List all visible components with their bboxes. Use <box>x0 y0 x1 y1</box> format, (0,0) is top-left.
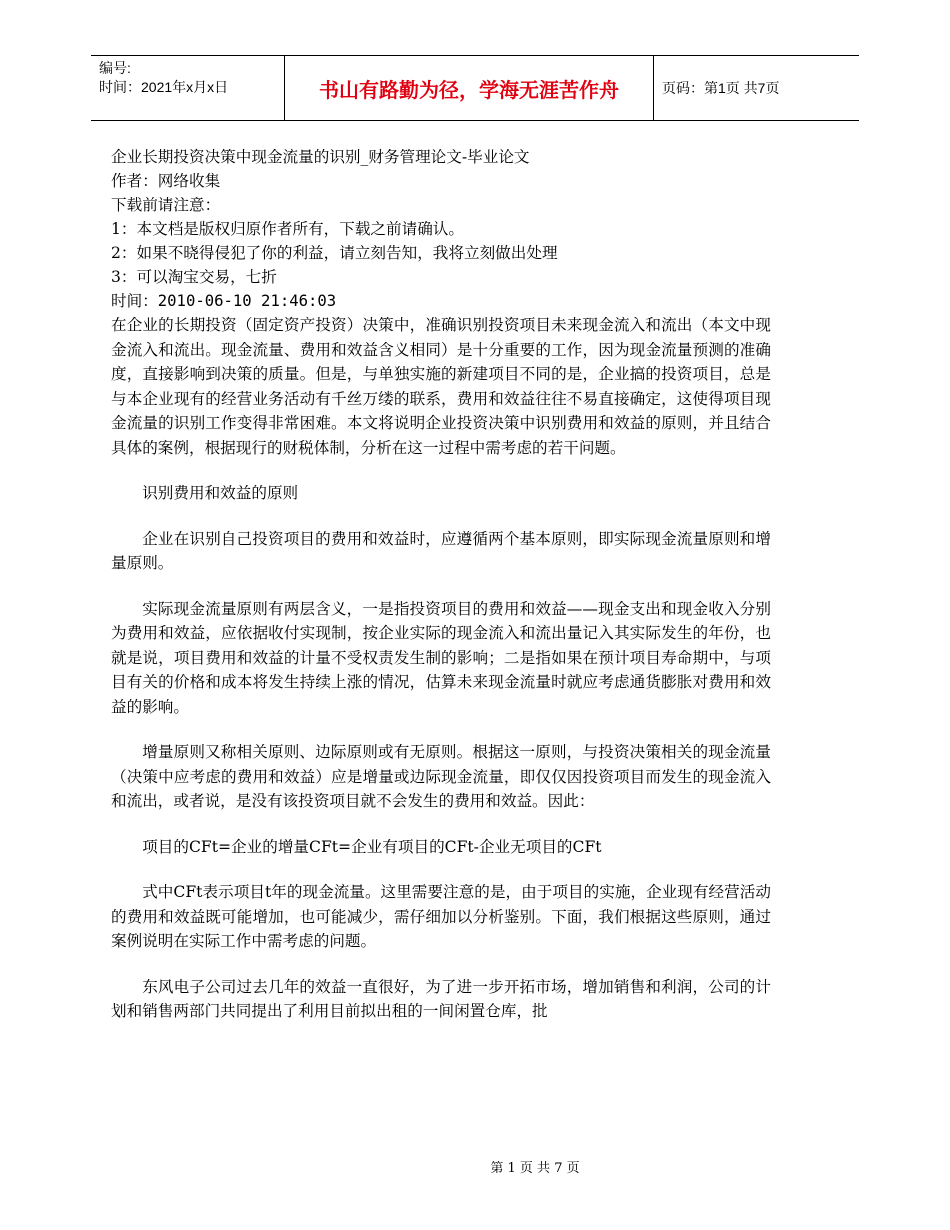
section-heading: 识别费用和效益的原则 <box>142 484 299 502</box>
page-footer: 第 1 页 共 7 页 <box>490 1161 580 1176</box>
principles-paragraph: 企业在识别自己投资项目的费用和效益时，应遵循两个基本原则，即实际现金流量原则和增量原则。 <box>111 529 771 572</box>
increment-paragraph: 增量原则又称相关原则、边际原则或有无原则。根据这一原则，与投资决策相关的现金流量（决策中应考虑的费用和效益）应是增量或边际现金流量，即仅仅因投资项目而发生的现金流入和流出，或者说，是没有该投资项目就不会发生的费用和效益。因此： <box>111 743 771 810</box>
formula-note-paragraph: 式中CFt表示项目t年的现金流量。这里需要注意的是，由于项目的实施，企业现有经营活动的费用和效益既可能增加，也可能减少，需仔细加以分析鉴别。下面，我们根据这些原则，通过案例说明在实际工作中需考虑的问题。 <box>111 883 771 950</box>
header-info-cell <box>91 56 285 120</box>
notice-item-2: 2：如果不晓得侵犯了你的利益，请立刻告知，我将立刻做出处理 <box>111 244 558 262</box>
notice-item-1: 1：本文档是版权归原作者所有，下载之前请确认。 <box>111 220 464 238</box>
document-number-label: 编号: <box>99 60 131 76</box>
document-body <box>111 145 771 1024</box>
document-time-label: 时间：2021年x月x日 <box>99 79 229 95</box>
notice-title: 下载前请注意： <box>111 196 221 214</box>
case-paragraph: 东风电子公司过去几年的效益一直很好，为了进一步开拓市场，增加销售和利润，公司的计划和销售两部门共同提出了利用目前拟出租的一间闲置仓库，批 <box>111 977 771 1020</box>
header-motto: 书山有路勤为径，学海无涯苦作舟 <box>285 56 654 120</box>
document-title: 企业长期投资决策中现金流量的识别_财务管理论文-毕业论文 <box>111 148 530 166</box>
formula-line: 项目的CFt=企业的增量CFt=企业有项目的CFt-企业无项目的CFt <box>142 837 602 856</box>
page-header <box>91 55 859 121</box>
notice-item-3: 3：可以淘宝交易，七折 <box>111 268 277 286</box>
header-page-info: 页码：第1页 共7页 <box>662 80 780 96</box>
publish-time: 时间：2010-06-10 21:46:03 <box>111 292 337 310</box>
document-author: 作者：网络收集 <box>111 172 221 190</box>
actual-cashflow-paragraph: 实际现金流量原则有两层含义，一是指投资项目的费用和效益——现金支出和现金收入分别为费用和效益，应依据收付实现制，按企业实际的现金流入和流出量记入其实际发生的年份，也就是说，项目费用和效益的计量不受权责发生制的影响；二是指如果在预计项目寿命期中，与项目有关的价格和成本将发生持续上涨的情况，估算未来现金流量时就应考虑通货膨胀对费用和效益的影响。 <box>111 599 771 716</box>
intro-paragraph: 在企业的长期投资（固定资产投资）决策中，准确识别投资项目未来现金流入和流出（本文中现金流入和流出。现金流量、费用和效益含义相同）是十分重要的工作，因为现金流量预测的准确度，直接影响到决策的质量。但是，与单独实施的新建项目不同的是，企业搞的投资项目，总是与本企业现有的经营业务活动有千丝万缕的联系，费用和效益往往不易直接确定，这使得项目现金流量的识别工作变得非常困难。本文将说明企业投资决策中识别费用和效益的原则，并且结合具体的案例，根据现行的财税体制，分析在这一过程中需考虑的若干问题。 <box>111 316 771 457</box>
